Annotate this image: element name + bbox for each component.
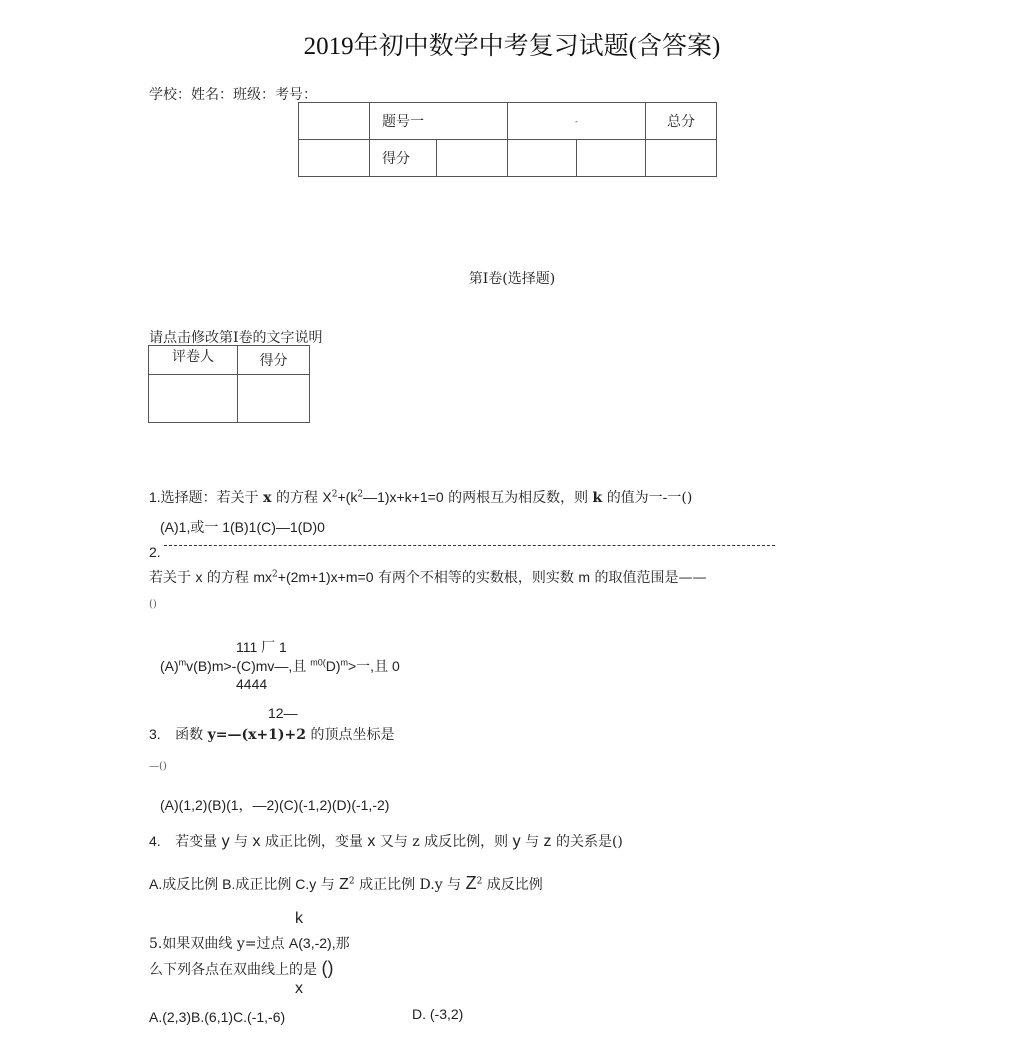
q1-eq-b: +(k [337, 489, 358, 505]
q4-opt-exp2: 2 [476, 876, 483, 887]
q2-opt-sup1: m [178, 657, 187, 668]
q4-stem-f: 与 [525, 834, 540, 850]
q2-fraction-bottom: 4444 [236, 676, 268, 692]
q5-line1-b: y=过点 [236, 936, 285, 952]
q5-fraction-bottom: x [295, 980, 303, 997]
question-3-options: (A)(1,2)(B)(1，—2)(C)(-1,2)(D)(-1,-2) [160, 797, 390, 813]
question-4-options [149, 873, 543, 894]
q3-stem-b: 的顶点坐标是 [310, 727, 395, 743]
q5-line1-a: 5.如果双曲线 [149, 936, 233, 952]
q3-number: 3. [149, 726, 161, 742]
score-table-row [299, 103, 717, 140]
q4-stem-g: 的关系是() [555, 834, 623, 850]
question-4-stem [149, 831, 623, 851]
q4-opt-a: A.成反比例 B.成正比例 C.y [149, 876, 317, 892]
q4-opt-e: 成反比例 [486, 877, 543, 893]
q4-stem-d: 又与 [379, 834, 408, 850]
table-cell [299, 140, 370, 177]
q4-var-x: x [252, 833, 261, 850]
q2-eq-exp: 2 [272, 569, 278, 580]
q3-fraction-top: 12— [268, 705, 298, 721]
q5-fraction-top: k [295, 910, 303, 927]
q2-opt-d: >一,且 0 [348, 658, 400, 674]
q1-stem-c: 的两根互为相反数，则 [448, 490, 589, 506]
answer-dash-line [164, 545, 775, 546]
table-cell [577, 140, 646, 177]
q4-opt-z: Z [339, 876, 349, 893]
q1-stem-b: 的方程 [275, 490, 318, 506]
grader-table-row [149, 375, 310, 423]
q2-opt-sup3: m [340, 657, 348, 668]
q3-stem-a: 函数 [175, 727, 204, 743]
q4-var-y: y [221, 833, 230, 850]
q2-opt-a: (A) [160, 658, 179, 674]
total-score-label: 总分 [646, 103, 717, 140]
table-cell [299, 103, 370, 140]
q2-answer-paren: () [149, 599, 157, 610]
table-cell [437, 140, 508, 177]
q4-var-y2: y [512, 833, 521, 850]
q4-var-x2: x [367, 833, 376, 850]
section-note: 请点击修改第Ⅰ卷的文字说明 [149, 330, 323, 346]
q1-stem-a: 1.选择题：若关于 [149, 489, 259, 505]
question-5-line-2 [149, 958, 333, 979]
q2-eq-a: mx [253, 569, 273, 585]
q2-opt-b: v(B)m>-(C)mv—,且 [186, 658, 307, 674]
q2-var-m: m [578, 569, 591, 585]
question-1-stem [149, 487, 692, 507]
q2-fraction-top: 111 厂 1 [236, 639, 287, 655]
table-cell [508, 140, 577, 177]
table-cell: - [508, 103, 646, 140]
table-cell [149, 375, 238, 423]
q1-var-x: x [263, 490, 272, 506]
question-5-options-a: A.(2,3)B.(6,1)C.(-1,-6) [149, 1009, 286, 1025]
score-table-row [299, 140, 717, 177]
q3-equation: y=—(x+1)+2 [207, 727, 306, 743]
student-info-line: 学校：姓名：班级：考号： [149, 87, 317, 103]
q4-opt-exp: 2 [348, 876, 355, 887]
q2-eq-b: +(2m+1)x+m=0 [277, 569, 374, 585]
q4-number: 4. [149, 833, 161, 849]
question-5-options-b: D. (-3,2) [412, 1006, 464, 1022]
q4-opt-b: 与 [320, 877, 335, 893]
score-label: 得分 [370, 140, 437, 177]
q5-line2-a: 么下列各点在双曲线上的是 [149, 962, 317, 978]
section-title: 第Ⅰ卷(选择题) [468, 271, 556, 287]
question-2-number: 2. [149, 544, 161, 560]
q4-opt-z2: Z [465, 873, 477, 893]
table-cell [238, 375, 310, 423]
q2-opt-c: D) [325, 658, 341, 674]
grader-table-row [149, 346, 310, 375]
page-title: 2019年初中数学中考复习试题(含答案) [303, 33, 721, 60]
question-2-stem [149, 567, 707, 587]
score-table [298, 102, 717, 177]
q4-stem-c: 成正比例，变量 [264, 834, 363, 850]
grader-label: 评卷人 [149, 346, 238, 375]
q4-opt-d: 与 [447, 877, 462, 893]
q1-eq-c: —1)x+k+1=0 [363, 489, 444, 505]
q4-var-z: z [412, 834, 420, 850]
q5-line2-b: () [321, 958, 334, 978]
q1-eq-exp: 2 [331, 489, 338, 500]
grader-table [148, 345, 310, 423]
q5-line1-c: A(3,-2),那 [288, 935, 350, 951]
q2-var-x: x [195, 569, 203, 585]
table-cell [646, 140, 717, 177]
q1-eq-a: X [322, 489, 332, 505]
question-3-stem [149, 724, 394, 744]
q2-stem-b: 的方程 [206, 570, 249, 586]
q1-var-k: k [592, 490, 603, 506]
q3-answer-paren: —() [149, 761, 167, 772]
q2-stem-a: 若关于 [149, 570, 191, 586]
question-5-line-1 [149, 933, 350, 953]
question-2-options [160, 656, 400, 676]
question-number-label: 题号一 [370, 103, 508, 140]
q4-var-z2: z [543, 833, 552, 850]
q4-opt-c: 成正比例 D.y [359, 877, 443, 893]
grader-score-label: 得分 [238, 346, 310, 375]
q2-stem-d: 的取值范围是—— [594, 570, 707, 586]
q1-stem-d: 的值为一-一() [606, 490, 693, 506]
q4-stem-a: 若变量 [175, 834, 218, 850]
q4-stem-e: 成反比例，则 [424, 834, 509, 850]
q2-opt-sup2: m0( [310, 657, 326, 668]
q2-stem-c: 有两个不相等的实数根，则实数 [377, 570, 574, 586]
question-1-options: (A)1,或一 1(B)1(C)—1(D)0 [160, 519, 325, 535]
q1-eq-exp2: 2 [357, 489, 364, 500]
q4-stem-b: 与 [234, 834, 249, 850]
